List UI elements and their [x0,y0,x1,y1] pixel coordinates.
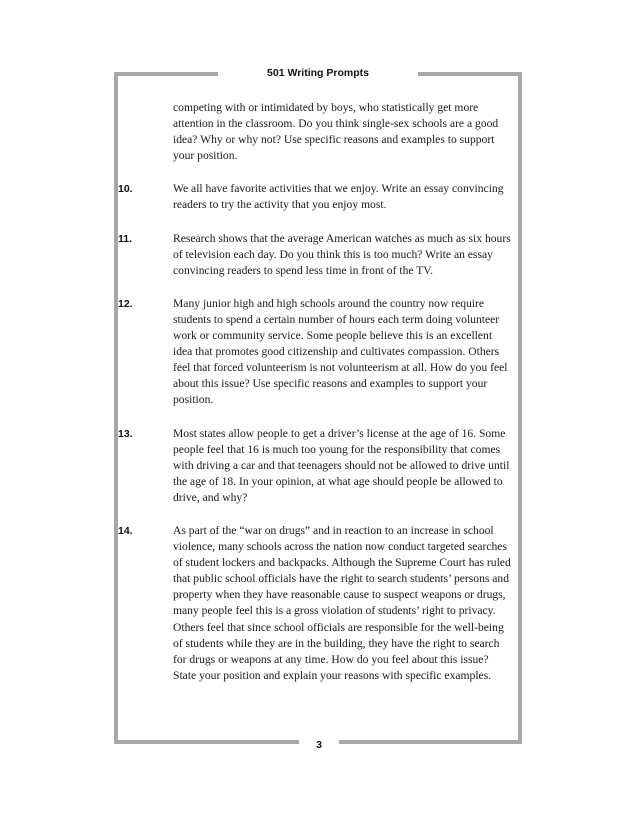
prompt-number: 11. [118,232,133,245]
running-header: 501 Writing Prompts [218,64,418,82]
prompt-14 [118,523,518,684]
prompt-12 [118,296,518,409]
prompt-number: 14. [118,524,133,537]
prompt-13 [118,426,518,506]
prompt-number: 10. [118,183,133,196]
prompt-text: Most states allow people to get a driver’s license at the age of 16. Some people feel that 16 is much too young for the responsibility that comes with driving a car and that teenagers should not be allowed to drive until the age of 18. In your opinion, at what age should people be allowed to drive, and why? [173,426,510,504]
prompt-number: 13. [118,427,133,440]
prompt-text: Research shows that the average American watches as much as six hours of television each day. Do you think this is too much? Write an essay convincing readers to spend less time in front of the TV. [173,231,511,277]
prompt-number: 12. [118,297,133,310]
page-number: 3 [299,736,339,754]
prompt-text: We all have favorite activities that we enjoy. Write an essay convincing readers to try the activity that you enjoy most. [173,182,504,212]
prompt-11 [118,231,518,279]
prompt-text: As part of the “war on drugs” and in reaction to an increase in school violence, many schools across the nation now conduct targeted searches of student lockers and backpacks. Although the Supreme Court has ruled that public school officials have the right to search students’ persons and property when they have reasonable cause to suspect weapons or drugs, many people feel this is a gross violation of students’ right to privacy. Others feel that since school officials are responsible for the well-being of students while they are in the building, they have the right to search for drugs or weapons at any time. How do you feel about this issue? State your position and explain your reasons with specific examples. [173,523,511,682]
prompt-10 [118,181,518,213]
prompt-text: Many junior high and high schools around the country now require students to spend a certain number of hours each term doing volunteer work or community service. Some people believe this is an excellent idea that promotes good citizenship and cultivates compassion. Others feel that forced volunteerism is not volunteerism at all. How do you feel about this issue? Use specific reasons and examples to support your position. [173,296,508,407]
continued-paragraph: competing with or intimidated by boys, who statistically get more attention in the classroom. Do you think single-sex schools are a good idea? Why or why not? Use specific reasons and examples to support your position. [173,101,499,163]
page-content [118,100,518,701]
